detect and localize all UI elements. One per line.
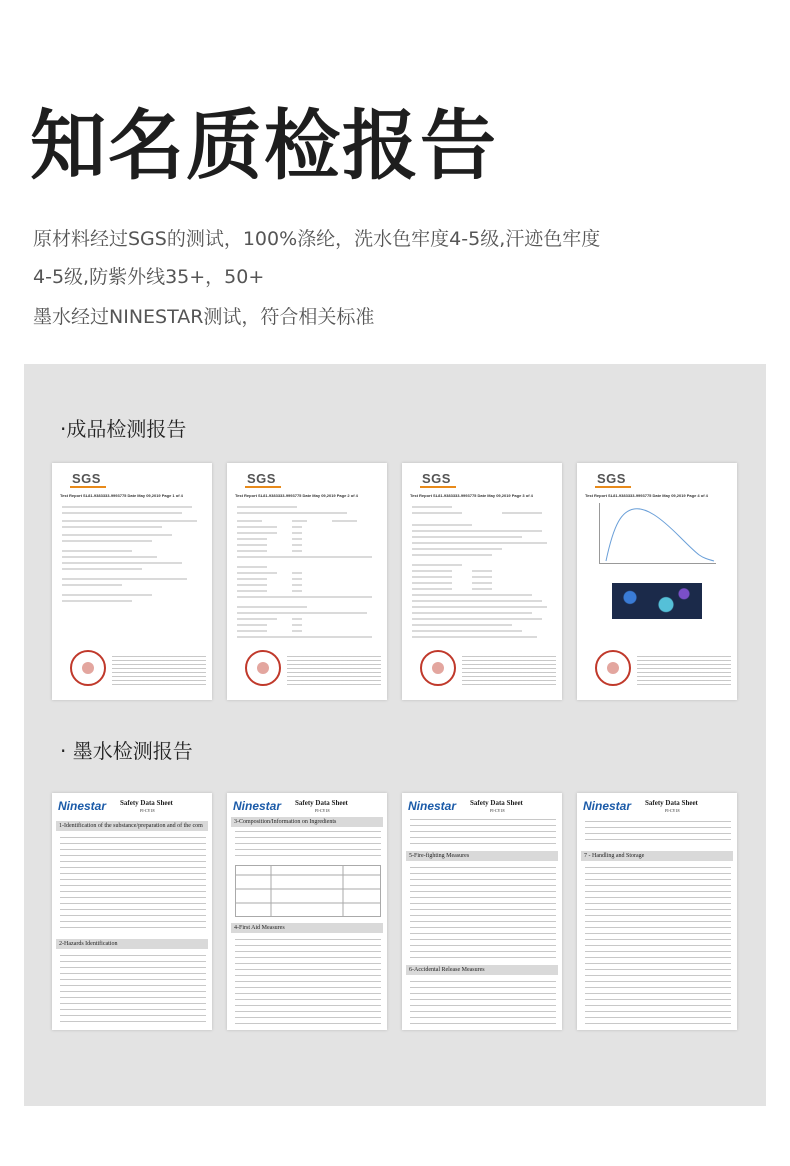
sgs-logo: SGS xyxy=(422,471,451,486)
sgs-stamp xyxy=(595,650,631,686)
sds-text-block xyxy=(585,821,731,845)
sgs-report-page-2 xyxy=(227,463,387,700)
sgs-logo: SGS xyxy=(597,471,626,486)
description-line-3: 墨水经过NINESTAR测试，符合相关标准 xyxy=(33,306,375,328)
report-text-lines xyxy=(62,503,202,653)
report-footer xyxy=(637,656,731,686)
ninestar-logo: Ninestar xyxy=(58,799,107,813)
sds-title: Safety Data Sheet xyxy=(120,799,173,807)
sgs-logo-bar xyxy=(245,486,281,488)
sgs-stamp xyxy=(70,650,106,686)
sgs-logo-bar xyxy=(70,486,106,488)
sds-text-block xyxy=(235,939,381,1025)
sds-composition-table xyxy=(235,865,381,917)
section-title-product-report: ·成品检测报告 xyxy=(60,417,187,441)
sds-code: FI-CY18 xyxy=(315,808,330,813)
ninestar-logo: Ninestar xyxy=(233,799,282,813)
sds-text-block xyxy=(60,955,206,1025)
description-line-1: 原材料经过SGS的测试，100%涤纶，洗水色牢度4-5级,汗迹色牢度 xyxy=(33,228,601,250)
sds-section-heading: 3-Composition/Information on Ingredients xyxy=(231,817,383,827)
sgs-report-page-1 xyxy=(52,463,212,700)
ninestar-logo: Ninestar xyxy=(583,799,632,813)
sds-text-block xyxy=(585,867,731,1025)
report-header: Test Report SL81-9383333-9993775 Date May 09,2019 Page 3 of 4 xyxy=(410,493,533,498)
sds-text-block xyxy=(60,837,206,933)
report-header: Test Report SL81-9383333-9993775 Date May 09,2019 Page 1 of 4 xyxy=(60,493,183,498)
sds-section-heading: 7 - Handling and Storage xyxy=(581,851,733,861)
sds-section-heading: 4-First Aid Measures xyxy=(231,923,383,933)
sds-text-block xyxy=(410,981,556,1025)
sgs-report-page-4 xyxy=(577,463,737,700)
sds-section-heading: 5-Fire-fighting Measures xyxy=(406,851,558,861)
sds-code: FI-CY18 xyxy=(140,808,155,813)
report-footer xyxy=(287,656,381,686)
description-line-2: 4-5级,防紫外线35+，50+ xyxy=(33,266,265,288)
ninestar-sds-page-1 xyxy=(52,793,212,1030)
ninestar-logo: Ninestar xyxy=(408,799,457,813)
report-header: Test Report SL81-9383333-9993775 Date May 09,2019 Page 2 of 4 xyxy=(235,493,358,498)
sds-code: FI-CY18 xyxy=(490,808,505,813)
report-text-lines xyxy=(412,503,552,653)
report-table-lines xyxy=(237,503,377,653)
report-footer xyxy=(112,656,206,686)
uv-transmission-chart xyxy=(599,503,716,564)
report-header: Test Report SL81-9383333-9993775 Date May 09,2019 Page 4 of 4 xyxy=(585,493,708,498)
sgs-logo: SGS xyxy=(72,471,101,486)
sds-section-heading: 6-Accidental Release Measures xyxy=(406,965,558,975)
sds-title: Safety Data Sheet xyxy=(470,799,523,807)
ninestar-sds-page-4 xyxy=(577,793,737,1030)
sgs-stamp xyxy=(245,650,281,686)
page-title: 知名质检报告 xyxy=(30,101,498,190)
sds-text-block xyxy=(410,819,556,845)
ninestar-sds-page-2 xyxy=(227,793,387,1030)
sds-text-block xyxy=(410,867,556,959)
sgs-report-page-3 xyxy=(402,463,562,700)
ninestar-sds-page-3 xyxy=(402,793,562,1030)
sds-text-block xyxy=(235,831,381,861)
sgs-logo-bar xyxy=(595,486,631,488)
sds-section-heading: 1-Identification of the substance/preparation and of the com xyxy=(56,821,208,831)
sds-code: FI-CY18 xyxy=(665,808,680,813)
sample-photo xyxy=(612,583,702,619)
sds-title: Safety Data Sheet xyxy=(295,799,348,807)
report-footer xyxy=(462,656,556,686)
sds-title: Safety Data Sheet xyxy=(645,799,698,807)
sds-section-heading: 2-Hazards Identification xyxy=(56,939,208,949)
sgs-logo-bar xyxy=(420,486,456,488)
sgs-logo: SGS xyxy=(247,471,276,486)
sgs-stamp xyxy=(420,650,456,686)
section-title-ink-report: · 墨水检测报告 xyxy=(60,739,193,763)
